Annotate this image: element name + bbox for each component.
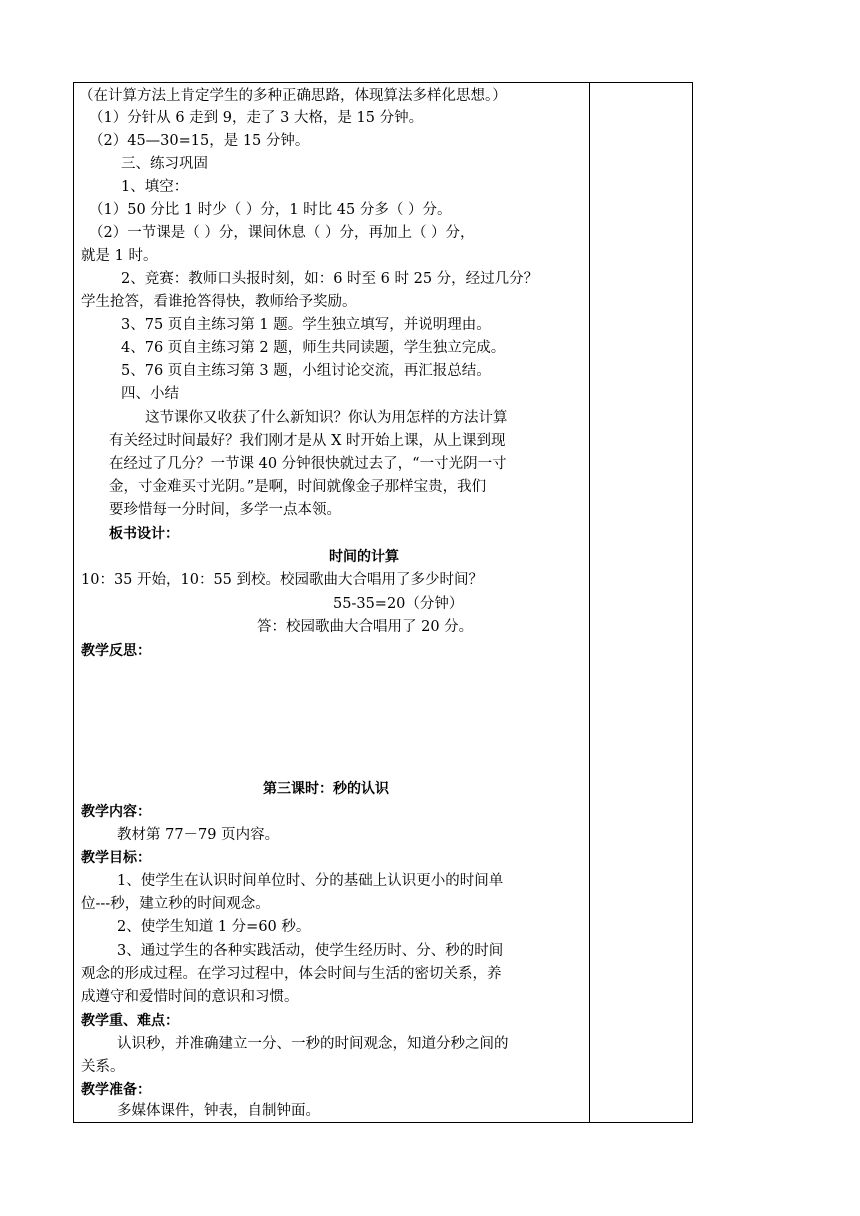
fill-blank-item-two: （2）一节课是（ ）分，课间休息（ ）分，再加上（ ）分，: [89, 225, 475, 241]
method-one-line: （1）分针从 6 走到 9，走了 3 大格，是 15 分钟。: [89, 110, 424, 126]
fill-blank-heading: 1、填空：: [121, 179, 189, 195]
objective-line: 位---秒，建立秒的时间观念。: [81, 896, 270, 912]
reflection-heading: 教学反思：: [81, 643, 151, 659]
key-points-line: 关系。: [81, 1059, 125, 1075]
key-points-heading: 教学重、难点：: [81, 1013, 179, 1029]
objective-line: 1、使学生在认识时间单位时、分的基础上认识更小的时间单: [117, 873, 504, 889]
method-two-line: （2）45—30=15，是 15 分钟。: [89, 133, 310, 149]
objective-line: 3、通过学生的各种实践活动，使学生经历时、分、秒的时间: [117, 943, 504, 959]
objectives-heading: 教学目标：: [81, 850, 151, 866]
objective-line: 2、使学生知道 1 分=60 秒。: [117, 919, 311, 935]
content-heading: 教学内容：: [81, 804, 151, 820]
section-heading-practice: 三、练习巩固: [121, 156, 208, 172]
objective-line: 观念的形成过程。在学习过程中，体会时间与生活的密切关系，养: [81, 966, 502, 982]
contest-line-cont: 学生抢答，看谁抢答得快，教师给予奖励。: [81, 294, 357, 310]
board-problem-line: 10：35 开始，10：55 到校。校园歌曲大合唱用了多少时间？: [81, 572, 484, 588]
board-design-heading: 板书设计：: [109, 526, 179, 542]
section-heading-summary: 四、小结: [121, 386, 179, 402]
summary-paragraph-line: 这节课你又收获了什么新知识？你认为用怎样的方法计算: [145, 410, 508, 426]
summary-paragraph-line: 有关经过时间最好？我们刚才是从 X 时开始上课，从上课到现: [109, 433, 506, 449]
table-column-divider: [589, 82, 590, 1123]
lesson-three-title: 第三课时：秒的认识: [263, 781, 389, 797]
note-line: （在计算方法上肯定学生的多种正确思路，体现算法多样化思想。）: [79, 88, 507, 104]
exercise-five-line: 5、76 页自主练习第 3 题，小组讨论交流，再汇报总结。: [121, 363, 491, 379]
exercise-four-line: 4、76 页自主练习第 2 题，师生共同读题，学生独立完成。: [121, 340, 506, 356]
board-equation-line: 55-35=20（分钟）: [333, 596, 464, 612]
fill-blank-item-one: （1）50 分比 1 时少（ ）分，1 时比 45 分多（ ）分。: [89, 202, 452, 218]
content-line: 教材第 77－79 页内容。: [117, 827, 280, 843]
preparation-heading: 教学准备：: [81, 1082, 151, 1098]
board-title: 时间的计算: [329, 549, 399, 565]
summary-paragraph-line: 要珍惜每一分时间，多学一点本领。: [109, 502, 341, 518]
preparation-line: 多媒体课件，钟表，自制钟面。: [117, 1103, 320, 1119]
exercise-three-line: 3、75 页自主练习第 1 题。学生独立填写，并说明理由。: [121, 317, 491, 333]
key-points-line: 认识秒，并准确建立一分、一秒的时间观念，知道分秒之间的: [117, 1036, 509, 1052]
summary-paragraph-line: 在经过了几分？一节课 40 分钟很快就过去了，“一寸光阴一寸: [109, 456, 507, 472]
fill-blank-item-two-cont: 就是 1 时。: [81, 248, 158, 264]
contest-line: 2、竞赛：教师口头报时刻，如：6 时至 6 时 25 分，经过几分？: [121, 271, 539, 287]
objective-line: 成遵守和爱惜时间的意识和习惯。: [81, 989, 299, 1005]
board-answer-line: 答：校园歌曲大合唱用了 20 分。: [257, 619, 474, 635]
summary-paragraph-line: 金，寸金难买寸光阴。”是啊，时间就像金子那样宝贵，我们: [109, 479, 487, 495]
